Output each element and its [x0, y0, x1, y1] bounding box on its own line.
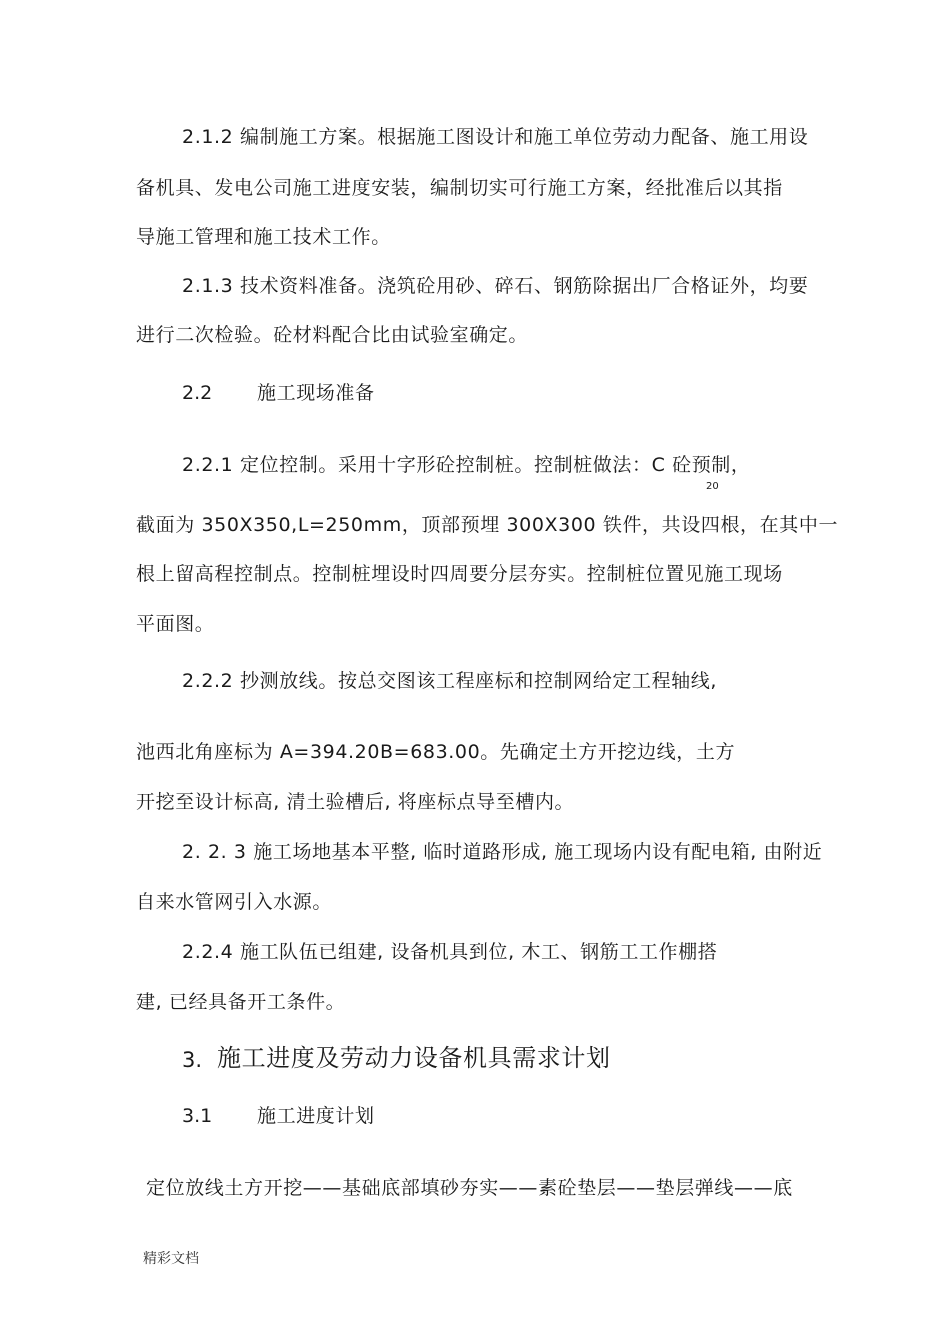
text-line: 备机具、发电公司施工进度安装，编制切实可行施工方案，经批准后以其指: [136, 177, 783, 199]
text-line: 池西北角座标为 A=394.20B=683.00。先确定土方开挖边线，土方: [136, 741, 736, 763]
text-line: 建, 已经具备开工条件。: [136, 991, 346, 1013]
text-line: 进行二次检验。砼材料配合比由试验室确定。: [136, 324, 529, 346]
heading-title: 施工进度及劳动力设备机具需求计划: [217, 1044, 611, 1072]
heading-number: 3.: [182, 1048, 203, 1072]
section-title: 施工现场准备: [257, 382, 375, 404]
text-line: 平面图。: [136, 613, 215, 635]
text-line: 2.1.2 编制施工方案。根据施工图设计和施工单位劳动力配备、施工用设: [182, 126, 809, 148]
text-line: 截面为 350X350,L=250mm，顶部预埋 300X300 铁件，共设四根，在其中一: [136, 514, 839, 536]
text-line: 2.2.4 施工队伍已组建, 设备机具到位, 木工、钢筋工工作棚搭: [182, 941, 718, 963]
section-number: 3.1: [182, 1105, 213, 1127]
section-number: 2.2: [182, 382, 213, 404]
subscript-note: 20: [706, 481, 719, 492]
text-line: 2.1.3 技术资料准备。浇筑砼用砂、碎石、钢筋除据出厂合格证外，均要: [182, 275, 809, 297]
text-line: 开挖至设计标高, 清土验槽后, 将座标点导至槽内。: [136, 791, 575, 813]
text-line: 导施工管理和施工技术工作。: [136, 226, 391, 248]
text-line: 自来水管网引入水源。: [136, 891, 333, 913]
text-line: 2.2.2 抄测放线。按总交图该工程座标和控制网给定工程轴线,: [182, 670, 718, 692]
section-title: 施工进度计划: [257, 1105, 375, 1127]
text-line: 2. 2. 3 施工场地基本平整, 临时道路形成, 施工现场内设有配电箱, 由附近: [182, 841, 823, 863]
text-line: 根上留高程控制点。控制桩埋设时四周要分层夯实。控制桩位置见施工现场: [136, 563, 783, 585]
page-footer: 精彩文档: [143, 1251, 199, 1267]
text-line: 2.2.1 定位控制。采用十字形砼控制桩。控制桩做法：C 砼预制，: [182, 454, 751, 476]
construction-flow-line: 定位放线土方开挖——基础底部填砂夯实——素砼垫层——垫层弹线——底: [146, 1177, 793, 1199]
